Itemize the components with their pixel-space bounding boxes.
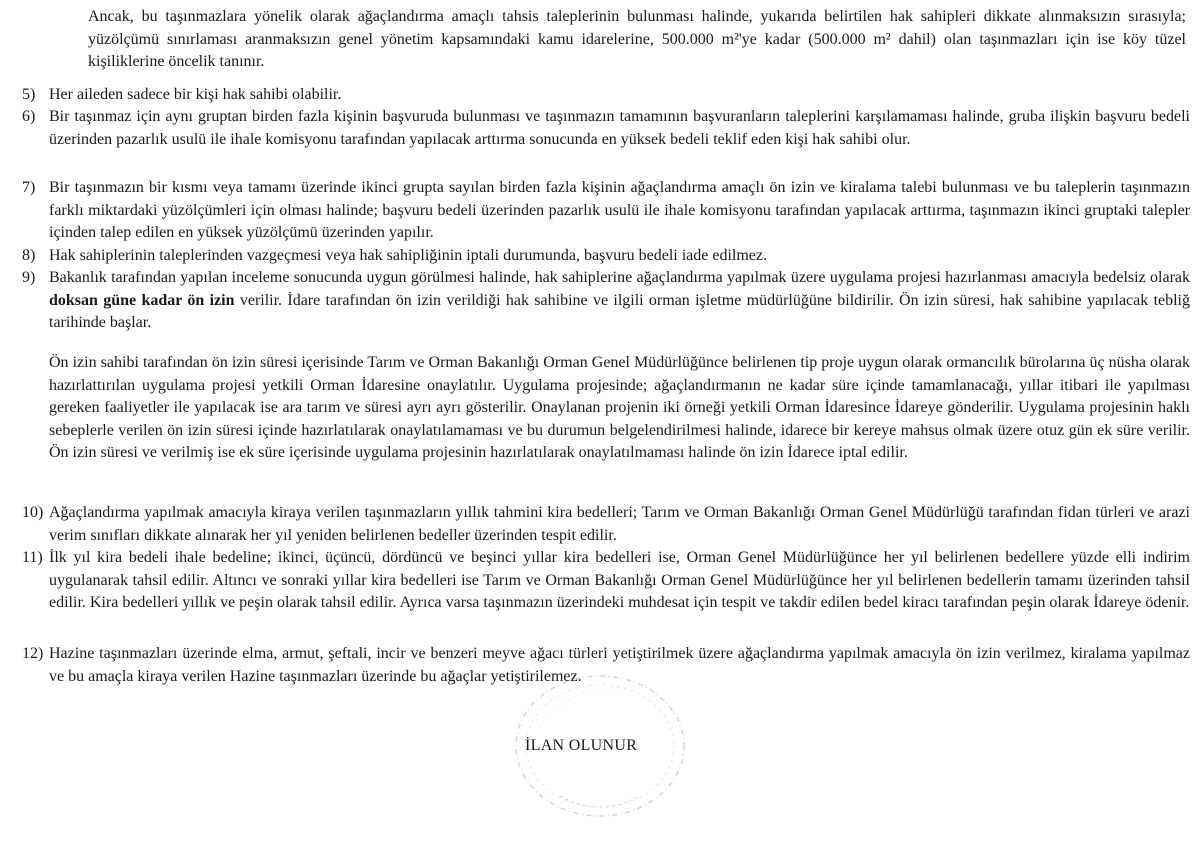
sub-paragraph: Ön izin sahibi tarafından ön izin süresi içerisinde Tarım ve Orman Bakanlığı Orman Genel Müdürlüğünce belirlenen tip proje uygun olarak ormancılık bürolarına üç nüsha olarak hazırlattırılan uygulama projesi yetkili Orman İdaresine onaylatılır. Uygulama projesinde; ağaçlandırmanın ne kadar süre içinde tamamlanacağı, yıllar itibari ile yapılması gereken faaliyetler ile yapılacak ise ara tarım ve süresi ayrı ayrı gösterilir. Onaylanan projenin iki örneği yetkili Orman İdaresince İdareye gönderilir. Uygulama projesinin haklı sebeplerle verilen ön izin süresi içinde hazırlatılarak onaylatılamaması ve bu durumun belgelendirilmesi halinde, idarece bir kereye mahsus olmak üzere otuz gün ek süre verilir. Ön izin süresi ve verilmiş ise ek süre içerisinde uygulama projesinin hazırlatılarak onaylatılmaması halinde ön izin İdarece iptal edilir.	[49, 354, 1190, 462]
item-text-before: Bakanlık tarafından yapılan inceleme sonucunda uygun görülmesi halinde, hak sahiplerine ağaçlandırma yapılmak üzere uygulama projesi hazırlanması amacıyla bedelsiz olarak	[49, 269, 1190, 286]
item-number: 7)	[22, 179, 36, 196]
list-item-12	[22, 643, 1190, 688]
list-item-8	[22, 245, 1190, 268]
item-text: Hazine taşınmazları üzerinde elma, armut, şeftali, incir ve benzeri meyve ağacı türleri yetiştirilmek üzere ağaçlandırma yapılmak amacıyla ön izin verilmez, kiralama yapılmaz ve bu amaçla kiraya verilen Hazine taşınmazları üzerinde bu ağaçlar yetiştirilemez.	[49, 645, 1190, 685]
item-number: 5)	[22, 86, 36, 103]
item-number: 6)	[22, 108, 36, 125]
closing-text: İLAN OLUNUR	[525, 737, 638, 754]
item-text: Her aileden sadece bir kişi hak sahibi olabilir.	[49, 86, 342, 103]
item-number: 11)	[22, 549, 43, 566]
list-item-6	[22, 106, 1190, 151]
item-number: 9)	[22, 269, 36, 286]
item-text: Bir taşınmazın bir kısmı veya tamamı üzerinde ikinci grupta sayılan birden fazla kişinin ağaçlandırma amaçlı ön izin ve kiralama talebi bulunması ve bu taleplerin taşınmazın farklı miktardaki yüzölçümleri için olması halinde; başvuru bedeli üzerinden pazarlık usulü ile ihale komisyonu tarafından yapılacak arttırma, taşınmazın ikinci gruptaki talepler içinden talep edilen en yüksek yüzölçümü üzerinden yapılır.	[49, 179, 1190, 242]
item-text-bold: doksan güne kadar ön izin	[49, 291, 235, 309]
item-text-after: verilir. İdare tarafından ön izin verildiği hak sahibine ve ilgili orman işletme müdürlüğüne bildirilir. Ön izin süresi, hak sahibine yapılacak tebliğ tarihinde başlar.	[49, 291, 1191, 332]
item-text: Bir taşınmaz için aynı gruptan birden fazla kişinin başvuruda bulunması ve taşınmazın tamamının başvuranların taleplerini karşılamaması halinde, gruba ilişkin başvuru bedeli üzerinden pazarlık usulü ile ihale komisyonu tarafından yapılacak arttırma sonucunda en yüksek bedeli teklif eden kişi hak sahibi olur.	[49, 108, 1190, 148]
list-item-11	[22, 547, 1190, 615]
list-item-5	[22, 84, 1190, 107]
item-number: 12)	[22, 645, 44, 662]
item-text: Hak sahiplerinin taleplerinden vazgeçmesi veya hak sahipliğinin iptali durumunda, başvuru bedeli iade edilmez.	[49, 247, 767, 264]
intro-paragraph: Ancak, bu taşınmazlara yönelik olarak ağaçlandırma amaçlı tahsis taleplerinin bulunması halinde, yukarıda belirtilen hak sahipleri dikkate alınmaksızın sırasıyla; yüzölçümü sınırlaması aranmaksızın genel yönetim kapsamındaki kamu idarelerine, 500.000 m²'ye kadar (500.000 m² dahil) olan taşınmazları için ise köy tüzel kişiliklerine öncelik tanınır.	[88, 8, 1186, 71]
list-item-7	[22, 177, 1190, 245]
item-number: 8)	[22, 247, 36, 264]
item-text: İlk yıl kira bedeli ihale bedeline; ikinci, üçüncü, dördüncü ve beşinci yıllar kira bedelleri ise, Orman Genel Müdürlüğünce her yıl belirlenen bedellere yüzde elli indirim uygulanarak tahsil edilir. Altıncı ve sonraki yıllar kira bedelleri ise Tarım ve Orman Bakanlığı Orman Genel Müdürlüğünce her yıl belirlenen bedellerin tamamı üzerinden tahsil edilir. Kira bedelleri yıllık ve peşin olarak tahsil edilir. Ayrıca varsa taşınmazın üzerindeki muhdesat için tespit ve takdir edilen bedel kiracı tarafından peşin olarak İdareye ödenir.	[49, 549, 1190, 612]
list-item-9	[22, 267, 1190, 335]
item-number: 10)	[22, 504, 44, 521]
item-text: Ağaçlandırma yapılmak amacıyla kiraya verilen taşınmazların yıllık tahmini kira bedelleri; Tarım ve Orman Bakanlığı Orman Genel Müdürlüğü tarafından fidan türleri ve arazi verim sınıfları dikkate alınarak her yıl yeniden belirlenen bedeller üzerinden tespit edilir.	[49, 504, 1190, 544]
list-item-10	[22, 502, 1190, 547]
item-text	[49, 267, 1190, 335]
